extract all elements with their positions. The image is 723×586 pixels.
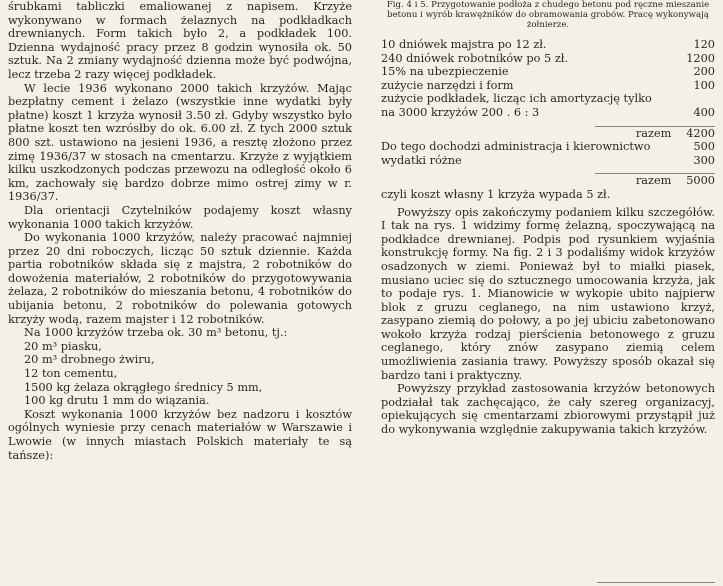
cost-row <box>381 92 715 119</box>
materials-list <box>8 340 352 408</box>
cost-row <box>381 79 715 93</box>
total-row <box>381 174 715 188</box>
cost-label: 240 dniówek robotników po 5 zł. <box>381 51 569 65</box>
cost-amount: 400 <box>693 105 715 119</box>
material-item: 100 kg drutu 1 mm do wiązania. <box>24 394 210 408</box>
subtotal-amount: 4200 <box>686 126 715 140</box>
material-item: 20 m³ piasku, <box>24 339 102 353</box>
paragraph: W lecie 1936 wykonano 2000 takich krzyżów. Mając bezpłatny cement i żelazo (wszystkie inne wydatki były płatne) koszt 1 krzyża wynosił 3.50 zł. Gdyby wszystko było płatne koszt ten wzrósłby do ok. 6.00 zł. Z tych 2000 sztuk 800 szt. ustawiono na jesieni 1936, a resztę złożono przez zimę 1936/37 w stosach na cmentarzu. Krzyże z wyjątkiem kilku uszkodzonych podczas przewozu na odległość około 6 km, zachowały się bardzo dobrze mimo ostrej zimy w r. 1936/37. <box>8 81 352 204</box>
cost-table <box>381 38 715 188</box>
unit-cost: czyli koszt własny 1 krzyża wypada 5 zł. <box>381 187 611 201</box>
cost-row <box>381 154 715 168</box>
cost-amount: 100 <box>693 78 715 92</box>
material-item: 12 ton cementu, <box>24 367 118 381</box>
cost-amount: 1200 <box>686 51 715 65</box>
cost-label: 10 dniówek majstra po 12 zł. <box>381 38 547 51</box>
cost-label: Do tego dochodzi administracja i kierownictwo <box>381 140 651 154</box>
subtotal-row <box>381 127 715 141</box>
total-amount: 5000 <box>686 174 715 188</box>
cost-row <box>381 52 715 66</box>
cost-row <box>381 38 715 52</box>
bottom-rule <box>597 582 715 583</box>
cost-amount: 120 <box>693 38 715 51</box>
material-item: 20 m³ drobnego żwiru, <box>24 353 155 367</box>
paragraph: Powyższy opis zakończymy podaniem kilku szczegółów. I tak na rys. 1 widzimy formę żelazną, spoczywającą na podkładce drewnianej. Podpis pod rysunkiem wyjaśnia konstrukcję formy. Na fig. 2 i 3 podaliśmy widok krzyżów osadzonych w ziemi. Ponieważ był to miałki piasek, musiano uciec się do sztucznego umocowania krzyża, jak to podaje rys. 1. Mianowicie w wykopie ubito najpierw blok z gruzu ceglanego, na nim ustawiono krzyż, zasypano ziemią do połowy, a po jej ubiciu zabetonowano wokoło krzyża rodzaj pierścienia betonowego z gruzu ceglanego, który znów zasypano ziemią celem umożliwienia zasiania trawy. Powyższy sposób okazał się bardzo tani i praktyczny. <box>381 205 715 382</box>
paragraph: Na 1000 krzyżów trzeba ok. 30 m³ betonu, tj.: <box>24 326 288 340</box>
paragraph: Powyższy przykład zastosowania krzyżów betonowych podziałał tak zachęcająco, że cały szereg organizacyj, opiekujących się cmentarzami zbiorowymi przystąpił już do wykonywania względnie zakupywania takich krzyżów. <box>381 382 715 437</box>
cost-amount: 500 <box>693 140 715 154</box>
cost-amount: 200 <box>693 65 715 79</box>
paragraph: Koszt wykonania 1000 krzyżów bez nadzoru i kosztów ogólnych wyniesie przy cenach materiałów w Warszawie i Lwowie (w innych miastach Polskich materiały te są tańsze): <box>8 407 352 462</box>
cost-label: zużycie narzędzi i form <box>381 78 514 92</box>
figure-caption: Fig. 4 i 5. Przygotowanie podłoża z chudego betonu pod ręczne mieszanie betonu i wyrób krawężników do obramowania grobów. Pracę wykonywają żołnierze. <box>386 0 710 30</box>
paragraph: Do wykonania 1000 krzyżów, należy pracować najmniej przez 20 dni roboczych, licząc 50 sztuk dziennie. Każda partia robotników składa się z majstra, 2 robotników do dowożenia materiałów, 2 robotników do przygotowywania żelaza, 2 robotników do mieszania betonu, 4 robotników do ubijania betonu, 2 robotników do polewania gotowych krzyży wodą, razem majster i 12 robotników. <box>8 231 352 326</box>
cost-label: zużycie podkładek, licząc ich amortyzację tylko na 3000 krzyżów 200 . 6 : 3 <box>381 92 652 119</box>
right-column <box>381 0 715 437</box>
cost-label: wydatki różne <box>381 153 462 167</box>
paragraph: śrubkami tabliczki emaliowanej z napisem. Krzyże wykonywano w formach żelaznych na podkładkach drewnianych. Form takich było 2, a podkładek 100. Dzienna wydajność pracy przez 8 godzin wynosiła ok. 50 sztuk. Na 2 zmiany wydajność dzienna może być podwójna, lecz trzeba 2 razy więcej podkładek. <box>8 0 352 81</box>
cost-row <box>381 65 715 79</box>
cost-row <box>381 140 715 154</box>
left-column <box>8 0 352 462</box>
cost-amount: 300 <box>693 153 715 167</box>
subtotal-label: razem <box>635 126 672 140</box>
total-label: razem <box>635 174 672 188</box>
cost-label: 15% na ubezpieczenie <box>381 65 509 79</box>
material-item: 1500 kg żelaza okrągłego średnicy 5 mm, <box>24 380 263 394</box>
paragraph: Dla orientacji Czytelników podajemy koszt własny wykonania 1000 takich krzyżów. <box>8 203 352 231</box>
